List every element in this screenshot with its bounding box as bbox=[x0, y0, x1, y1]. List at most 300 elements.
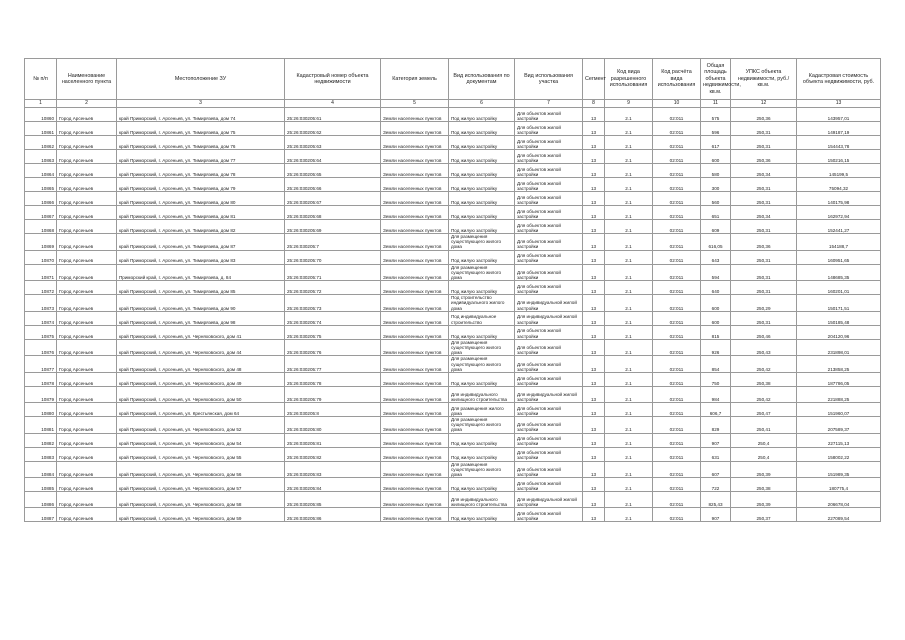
land-category-cell: Земли населенных пунктов bbox=[381, 447, 449, 461]
use-code-cell: 2.1 bbox=[605, 356, 653, 373]
settlement-cell: Город Арсеньев bbox=[57, 108, 117, 122]
location-cell: край Приморский, г. Арсеньев, ул. Черняховского, дом 48 bbox=[117, 356, 285, 373]
land-category-cell: Земли населенных пунктов bbox=[381, 325, 449, 339]
segment-cell: 13 bbox=[583, 220, 605, 234]
plot-use-cell: Для объектов жилой застройки bbox=[515, 122, 583, 136]
upks-cell: 250,31 bbox=[731, 250, 797, 264]
row-number-cell: 10881 bbox=[25, 417, 57, 434]
documented-use-cell: Под жилую застройку bbox=[449, 508, 515, 522]
area-cell: 580 bbox=[701, 164, 731, 178]
table-row bbox=[25, 478, 881, 492]
land-category-cell: Земли населенных пунктов bbox=[381, 492, 449, 508]
calc-code-cell: 02:011 bbox=[653, 122, 701, 136]
calc-code-cell: 02:011 bbox=[653, 234, 701, 251]
table-row bbox=[25, 433, 881, 447]
documented-use-cell: Под жилую застройку bbox=[449, 281, 515, 295]
use-code-cell: 2.1 bbox=[605, 164, 653, 178]
segment-cell: 13 bbox=[583, 206, 605, 220]
column-number: 4 bbox=[285, 100, 381, 108]
settlement-cell: Город Арсеньев bbox=[57, 373, 117, 387]
land-category-cell: Земли населенных пунктов bbox=[381, 295, 449, 312]
settlement-cell: Город Арсеньев bbox=[57, 387, 117, 403]
cadastral-cost-cell: 162972,94 bbox=[797, 206, 881, 220]
area-cell: 926 bbox=[701, 339, 731, 356]
cadastral-cost-cell: 150216,15 bbox=[797, 150, 881, 164]
documented-use-cell: Для размещения существующего жилого дома bbox=[449, 264, 515, 281]
upks-cell: 250,46 bbox=[731, 325, 797, 339]
settlement-cell: Город Арсеньев bbox=[57, 492, 117, 508]
table-row bbox=[25, 178, 881, 192]
upks-cell: 250,36 bbox=[731, 234, 797, 251]
settlement-cell: Город Арсеньев bbox=[57, 281, 117, 295]
area-cell: 596 bbox=[701, 122, 731, 136]
use-code-cell: 2.1 bbox=[605, 447, 653, 461]
table-row bbox=[25, 164, 881, 178]
calc-code-cell: 02:011 bbox=[653, 178, 701, 192]
calc-code-cell: 02:011 bbox=[653, 250, 701, 264]
documented-use-cell: Под жилую застройку bbox=[449, 478, 515, 492]
column-number: 10 bbox=[653, 100, 701, 108]
cadastral-cost-cell: 150171,51 bbox=[797, 295, 881, 312]
calc-code-cell: 02:011 bbox=[653, 403, 701, 417]
segment-cell: 13 bbox=[583, 433, 605, 447]
calc-code-cell: 02:011 bbox=[653, 136, 701, 150]
column-number: 7 bbox=[515, 100, 583, 108]
cadastral-number-cell: 25:26:030205:77 bbox=[285, 356, 381, 373]
plot-use-cell: Для объектов жилой застройки bbox=[515, 264, 583, 281]
use-code-cell: 2.1 bbox=[605, 295, 653, 312]
segment-cell: 13 bbox=[583, 281, 605, 295]
use-code-cell: 2.1 bbox=[605, 325, 653, 339]
calc-code-cell: 02:011 bbox=[653, 150, 701, 164]
upks-cell: 250,43 bbox=[731, 339, 797, 356]
plot-use-cell: Для объектов жилой застройки bbox=[515, 403, 583, 417]
documented-use-cell: Для индивидуального жилищного строительства bbox=[449, 387, 515, 403]
row-number-cell: 10879 bbox=[25, 387, 57, 403]
cadastral-cost-cell: 231898,01 bbox=[797, 339, 881, 356]
settlement-cell: Город Арсеньев bbox=[57, 250, 117, 264]
segment-cell: 13 bbox=[583, 250, 605, 264]
area-cell: 750 bbox=[701, 373, 731, 387]
table-row bbox=[25, 264, 881, 281]
area-cell: 560 bbox=[701, 192, 731, 206]
use-code-cell: 2.1 bbox=[605, 433, 653, 447]
row-number-cell: 10862 bbox=[25, 136, 57, 150]
documented-use-cell: Под жилую застройку bbox=[449, 325, 515, 339]
cadastral-number-cell: 25:26:030205:69 bbox=[285, 220, 381, 234]
cadastral-cost-cell: 206678,04 bbox=[797, 492, 881, 508]
calc-code-cell: 02:011 bbox=[653, 325, 701, 339]
location-cell: край Приморский, г. Арсеньев, ул. Тимирязева, дом 80 bbox=[117, 192, 285, 206]
upks-cell: 250,39 bbox=[731, 492, 797, 508]
upks-cell: 250,34 bbox=[731, 164, 797, 178]
settlement-cell: Город Арсеньев bbox=[57, 178, 117, 192]
table-row bbox=[25, 136, 881, 150]
use-code-cell: 2.1 bbox=[605, 264, 653, 281]
calc-code-cell: 02:011 bbox=[653, 192, 701, 206]
column-header: Общая площадь объекта недвижимости, кв.м. bbox=[701, 59, 731, 100]
settlement-cell: Город Арсеньев bbox=[57, 295, 117, 312]
cadastral-number-cell: 25:26:030205:82 bbox=[285, 447, 381, 461]
upks-cell: 250,36 bbox=[731, 150, 797, 164]
row-number-cell: 10873 bbox=[25, 295, 57, 312]
segment-cell: 13 bbox=[583, 403, 605, 417]
cadastral-number-cell: 25:26:030205:8 bbox=[285, 403, 381, 417]
documented-use-cell: Под жилую застройку bbox=[449, 250, 515, 264]
calc-code-cell: 02:011 bbox=[653, 417, 701, 434]
cadastral-number-cell: 25:26:030205:86 bbox=[285, 508, 381, 522]
area-cell: 984 bbox=[701, 387, 731, 403]
table-row bbox=[25, 508, 881, 522]
land-category-cell: Земли населенных пунктов bbox=[381, 387, 449, 403]
cadastral-number-cell: 25:26:030205:70 bbox=[285, 250, 381, 264]
area-cell: 854 bbox=[701, 356, 731, 373]
settlement-cell: Город Арсеньев bbox=[57, 461, 117, 478]
table-row bbox=[25, 492, 881, 508]
use-code-cell: 2.1 bbox=[605, 339, 653, 356]
documented-use-cell: Под жилую застройку bbox=[449, 373, 515, 387]
column-header: Кадастровая стоимость объекта недвижимости, руб. bbox=[797, 59, 881, 100]
cadastral-number-cell: 25:26:030205:74 bbox=[285, 311, 381, 325]
calc-code-cell: 02:011 bbox=[653, 220, 701, 234]
upks-cell: 250,42 bbox=[731, 356, 797, 373]
segment-cell: 13 bbox=[583, 234, 605, 251]
table-body bbox=[25, 108, 881, 522]
location-cell: край Приморский, г. Арсеньев, ул. Черняховского, дом 54 bbox=[117, 433, 285, 447]
table-row bbox=[25, 356, 881, 373]
settlement-cell: Город Арсеньев bbox=[57, 433, 117, 447]
segment-cell: 13 bbox=[583, 478, 605, 492]
cadastral-cost-cell: 151989,35 bbox=[797, 461, 881, 478]
column-header: Код вида разрешенного использования bbox=[605, 59, 653, 100]
settlement-cell: Город Арсеньев bbox=[57, 311, 117, 325]
land-category-cell: Земли населенных пунктов bbox=[381, 264, 449, 281]
cadastral-number-cell: 25:26:030205:81 bbox=[285, 433, 381, 447]
cadastral-cost-cell: 143957,01 bbox=[797, 108, 881, 122]
cadastral-number-cell: 25:26:030205:68 bbox=[285, 206, 381, 220]
documented-use-cell: Для размещения существующего жилого дома bbox=[449, 339, 515, 356]
plot-use-cell: Для объектов жилой застройки bbox=[515, 220, 583, 234]
cadastral-cost-cell: 227089,54 bbox=[797, 508, 881, 522]
row-number-cell: 10861 bbox=[25, 122, 57, 136]
area-cell: 300 bbox=[701, 178, 731, 192]
row-number-cell: 10876 bbox=[25, 339, 57, 356]
row-number-cell: 10869 bbox=[25, 234, 57, 251]
documented-use-cell: Для индивидуального жилищного строительства bbox=[449, 492, 515, 508]
area-cell: 643 bbox=[701, 250, 731, 264]
location-cell: край Приморский, г. Арсеньев, ул. Черняховского, дом 41 bbox=[117, 325, 285, 339]
cadastral-number-cell: 25:26:030205:66 bbox=[285, 178, 381, 192]
settlement-cell: Город Арсеньев bbox=[57, 234, 117, 251]
area-cell: 600 bbox=[701, 311, 731, 325]
row-number-cell: 10884 bbox=[25, 461, 57, 478]
use-code-cell: 2.1 bbox=[605, 234, 653, 251]
segment-cell: 13 bbox=[583, 295, 605, 312]
use-code-cell: 2.1 bbox=[605, 136, 653, 150]
upks-cell: 250,31 bbox=[731, 192, 797, 206]
cadastral-number-cell: 25:26:030205:76 bbox=[285, 339, 381, 356]
column-number-row bbox=[25, 100, 881, 108]
upks-cell: 250,31 bbox=[731, 311, 797, 325]
cadastral-cost-cell: 140175,98 bbox=[797, 192, 881, 206]
calc-code-cell: 02:011 bbox=[653, 295, 701, 312]
upks-cell: 250,39 bbox=[731, 461, 797, 478]
calc-code-cell: 02:011 bbox=[653, 356, 701, 373]
column-header: № п/п bbox=[25, 59, 57, 100]
calc-code-cell: 02:011 bbox=[653, 164, 701, 178]
calc-code-cell: 02:011 bbox=[653, 508, 701, 522]
column-header: УПКС объекта недвижимости, руб./кв.м. bbox=[731, 59, 797, 100]
location-cell: край Приморский, г. Арсеньев, ул. Тимирязева, дом 75 bbox=[117, 122, 285, 136]
column-number: 3 bbox=[117, 100, 285, 108]
land-category-cell: Земли населенных пунктов bbox=[381, 433, 449, 447]
area-cell: 815 bbox=[701, 325, 731, 339]
calc-code-cell: 02:011 bbox=[653, 281, 701, 295]
location-cell: край Приморский, г. Арсеньев, ул. Черняховского, дом 50 bbox=[117, 387, 285, 403]
cadastral-cost-cell: 145199,5 bbox=[797, 164, 881, 178]
area-cell: 651 bbox=[701, 206, 731, 220]
documented-use-cell: Под индивидуальное строительство bbox=[449, 311, 515, 325]
upks-cell: 250,4 bbox=[731, 447, 797, 461]
use-code-cell: 2.1 bbox=[605, 250, 653, 264]
cadastral-cost-cell: 154188,7 bbox=[797, 234, 881, 251]
cadastral-cost-cell: 150185,48 bbox=[797, 311, 881, 325]
cadastral-cost-cell: 221888,25 bbox=[797, 387, 881, 403]
table-row bbox=[25, 150, 881, 164]
column-header: Код расчёта вида использования bbox=[653, 59, 701, 100]
table-row bbox=[25, 122, 881, 136]
area-cell: 617 bbox=[701, 136, 731, 150]
settlement-cell: Город Арсеньев bbox=[57, 122, 117, 136]
row-number-cell: 10872 bbox=[25, 281, 57, 295]
plot-use-cell: Для объектов жилой застройки bbox=[515, 136, 583, 150]
use-code-cell: 2.1 bbox=[605, 192, 653, 206]
location-cell: край Приморский, г. Арсеньев, ул. Черняховского, дом 58 bbox=[117, 492, 285, 508]
land-category-cell: Земли населенных пунктов bbox=[381, 136, 449, 150]
cadastral-number-cell: 25:26:030205:63 bbox=[285, 136, 381, 150]
cadastral-cost-cell: 180775,4 bbox=[797, 478, 881, 492]
row-number-cell: 10886 bbox=[25, 492, 57, 508]
documented-use-cell: Для размещения жилого дома bbox=[449, 403, 515, 417]
documented-use-cell: Под жилую застройку bbox=[449, 150, 515, 164]
segment-cell: 13 bbox=[583, 108, 605, 122]
land-category-cell: Земли населенных пунктов bbox=[381, 311, 449, 325]
row-number-cell: 10867 bbox=[25, 206, 57, 220]
plot-use-cell: Для объектов жилой застройки bbox=[515, 281, 583, 295]
calc-code-cell: 02:011 bbox=[653, 108, 701, 122]
cadastral-cost-cell: 213858,25 bbox=[797, 356, 881, 373]
segment-cell: 13 bbox=[583, 122, 605, 136]
row-number-cell: 10863 bbox=[25, 150, 57, 164]
calc-code-cell: 02:011 bbox=[653, 387, 701, 403]
location-cell: край Приморский, г. Арсеньев, ул. Черняховского, дом 59 bbox=[117, 508, 285, 522]
documented-use-cell: Под жилую застройку bbox=[449, 220, 515, 234]
plot-use-cell: Для объектов жилой застройки bbox=[515, 234, 583, 251]
cadastral-number-cell: 25:26:030205:71 bbox=[285, 264, 381, 281]
table-row bbox=[25, 234, 881, 251]
settlement-cell: Город Арсеньев bbox=[57, 417, 117, 434]
location-cell: край Приморский, г. Арсеньев, ул. Черняховского, дом 55 bbox=[117, 447, 285, 461]
area-cell: 600 bbox=[701, 150, 731, 164]
row-number-cell: 10882 bbox=[25, 433, 57, 447]
row-number-cell: 10880 bbox=[25, 403, 57, 417]
land-category-cell: Земли населенных пунктов bbox=[381, 417, 449, 434]
column-number: 6 bbox=[449, 100, 515, 108]
area-cell: 575 bbox=[701, 108, 731, 122]
column-header: Наименование населенного пункта bbox=[57, 59, 117, 100]
documented-use-cell: Под жилую застройку bbox=[449, 206, 515, 220]
upks-cell: 250,29 bbox=[731, 295, 797, 312]
land-category-cell: Земли населенных пунктов bbox=[381, 508, 449, 522]
cadastral-cost-cell: 204120,96 bbox=[797, 325, 881, 339]
land-category-cell: Земли населенных пунктов bbox=[381, 178, 449, 192]
plot-use-cell: Для индивидуальной жилой застройки bbox=[515, 295, 583, 312]
location-cell: край Приморский, г. Арсеньев, ул. Черняховского, дом 49 bbox=[117, 373, 285, 387]
land-category-cell: Земли населенных пунктов bbox=[381, 108, 449, 122]
column-number: 8 bbox=[583, 100, 605, 108]
plot-use-cell: Для объектов жилой застройки bbox=[515, 325, 583, 339]
header-row bbox=[25, 59, 881, 100]
location-cell: край Приморский, г. Арсеньев, ул. Тимирязева, дом 77 bbox=[117, 150, 285, 164]
segment-cell: 13 bbox=[583, 387, 605, 403]
use-code-cell: 2.1 bbox=[605, 108, 653, 122]
segment-cell: 13 bbox=[583, 373, 605, 387]
documented-use-cell: Под жилую застройку bbox=[449, 164, 515, 178]
upks-cell: 250,4 bbox=[731, 433, 797, 447]
table-row bbox=[25, 373, 881, 387]
row-number-cell: 10878 bbox=[25, 373, 57, 387]
calc-code-cell: 02:011 bbox=[653, 373, 701, 387]
use-code-cell: 2.1 bbox=[605, 373, 653, 387]
row-number-cell: 10868 bbox=[25, 220, 57, 234]
land-category-cell: Земли населенных пунктов bbox=[381, 234, 449, 251]
column-number: 5 bbox=[381, 100, 449, 108]
cadastral-number-cell: 25:26:030205:65 bbox=[285, 164, 381, 178]
column-number: 2 bbox=[57, 100, 117, 108]
table-row bbox=[25, 281, 881, 295]
cadastral-number-cell: 25:26:030205:62 bbox=[285, 122, 381, 136]
area-cell: 616,05 bbox=[701, 234, 731, 251]
location-cell: край Приморский, г. Арсеньев, ул. Тимирязева, дом 90 bbox=[117, 295, 285, 312]
cadastral-value-sheet bbox=[24, 58, 880, 522]
segment-cell: 13 bbox=[583, 264, 605, 281]
plot-use-cell: Для объектов жилой застройки bbox=[515, 206, 583, 220]
use-code-cell: 2.1 bbox=[605, 150, 653, 164]
location-cell: край Приморский, г. Арсеньев, ул. Тимирязева, дом 98 bbox=[117, 311, 285, 325]
settlement-cell: Город Арсеньев bbox=[57, 136, 117, 150]
segment-cell: 13 bbox=[583, 492, 605, 508]
settlement-cell: Город Арсеньев bbox=[57, 339, 117, 356]
column-number: 11 bbox=[701, 100, 731, 108]
documented-use-cell: Под жилую застройку bbox=[449, 178, 515, 192]
location-cell: край Приморский, г. Арсеньев, ул. Черняховского, дом 44 bbox=[117, 339, 285, 356]
land-category-cell: Земли населенных пунктов bbox=[381, 339, 449, 356]
row-number-cell: 10870 bbox=[25, 250, 57, 264]
location-cell: край Приморский, г. Арсеньев, ул. Тимирязева, дом 79 bbox=[117, 178, 285, 192]
upks-cell: 250,37 bbox=[731, 508, 797, 522]
upks-cell: 250,41 bbox=[731, 417, 797, 434]
use-code-cell: 2.1 bbox=[605, 122, 653, 136]
segment-cell: 13 bbox=[583, 136, 605, 150]
land-category-cell: Земли населенных пунктов bbox=[381, 373, 449, 387]
land-category-cell: Земли населенных пунктов bbox=[381, 122, 449, 136]
cadastral-number-cell: 25:26:030205:61 bbox=[285, 108, 381, 122]
settlement-cell: Город Арсеньев bbox=[57, 508, 117, 522]
segment-cell: 13 bbox=[583, 447, 605, 461]
plot-use-cell: Для объектов жилой застройки bbox=[515, 164, 583, 178]
column-header: Кадастровый номер объекта недвижимости bbox=[285, 59, 381, 100]
location-cell: край Приморский, г. Арсеньев, ул. Тимирязева, дом 78 bbox=[117, 164, 285, 178]
land-category-cell: Земли населенных пунктов bbox=[381, 281, 449, 295]
settlement-cell: Город Арсеньев bbox=[57, 164, 117, 178]
segment-cell: 13 bbox=[583, 356, 605, 373]
upks-cell: 250,31 bbox=[731, 220, 797, 234]
column-header: Вид использования участка bbox=[515, 59, 583, 100]
settlement-cell: Город Арсеньев bbox=[57, 192, 117, 206]
plot-use-cell: Для объектов жилой застройки bbox=[515, 356, 583, 373]
cadastral-number-cell: 25:26:030205:7 bbox=[285, 234, 381, 251]
cadastral-cost-cell: 160951,65 bbox=[797, 250, 881, 264]
land-category-cell: Земли населенных пунктов bbox=[381, 164, 449, 178]
area-cell: 631 bbox=[701, 447, 731, 461]
cadastral-number-cell: 25:26:030205:67 bbox=[285, 192, 381, 206]
column-number: 13 bbox=[797, 100, 881, 108]
plot-use-cell: Для объектов жилой застройки bbox=[515, 178, 583, 192]
row-number-cell: 10874 bbox=[25, 311, 57, 325]
plot-use-cell: Для объектов жилой застройки bbox=[515, 447, 583, 461]
area-cell: 907 bbox=[701, 433, 731, 447]
use-code-cell: 2.1 bbox=[605, 492, 653, 508]
table-row bbox=[25, 325, 881, 339]
column-header: Категория земель bbox=[381, 59, 449, 100]
column-number: 1 bbox=[25, 100, 57, 108]
area-cell: 829 bbox=[701, 417, 731, 434]
calc-code-cell: 02:011 bbox=[653, 264, 701, 281]
upks-cell: 250,31 bbox=[731, 122, 797, 136]
settlement-cell: Город Арсеньев bbox=[57, 478, 117, 492]
row-number-cell: 10877 bbox=[25, 356, 57, 373]
cadastral-cost-cell: 151960,07 bbox=[797, 403, 881, 417]
calc-code-cell: 02:011 bbox=[653, 433, 701, 447]
cadastral-cost-cell: 207589,37 bbox=[797, 417, 881, 434]
area-cell: 594 bbox=[701, 264, 731, 281]
plot-use-cell: Для объектов жилой застройки bbox=[515, 150, 583, 164]
area-cell: 606,7 bbox=[701, 403, 731, 417]
use-code-cell: 2.1 bbox=[605, 178, 653, 192]
documented-use-cell: Под жилую застройку bbox=[449, 136, 515, 150]
location-cell: Приморский край, г. Арсеньев, ул. Тимирязева, д. 84 bbox=[117, 264, 285, 281]
settlement-cell: Город Арсеньев bbox=[57, 150, 117, 164]
segment-cell: 13 bbox=[583, 417, 605, 434]
plot-use-cell: Для объектов жилой застройки bbox=[515, 417, 583, 434]
segment-cell: 13 bbox=[583, 325, 605, 339]
cadastral-number-cell: 25:26:030205:64 bbox=[285, 150, 381, 164]
documented-use-cell: Под жилую застройку bbox=[449, 447, 515, 461]
cadastral-number-cell: 25:26:030205:80 bbox=[285, 417, 381, 434]
cadastral-number-cell: 25:26:030205:72 bbox=[285, 281, 381, 295]
upks-cell: 250,47 bbox=[731, 403, 797, 417]
cadastral-cost-cell: 158002,22 bbox=[797, 447, 881, 461]
land-category-cell: Земли населенных пунктов bbox=[381, 150, 449, 164]
table-row bbox=[25, 108, 881, 122]
row-number-cell: 10871 bbox=[25, 264, 57, 281]
column-number: 9 bbox=[605, 100, 653, 108]
cadastral-cost-cell: 187786,05 bbox=[797, 373, 881, 387]
row-number-cell: 10864 bbox=[25, 164, 57, 178]
upks-cell: 250,42 bbox=[731, 387, 797, 403]
land-category-cell: Земли населенных пунктов bbox=[381, 403, 449, 417]
settlement-cell: Город Арсеньев bbox=[57, 264, 117, 281]
